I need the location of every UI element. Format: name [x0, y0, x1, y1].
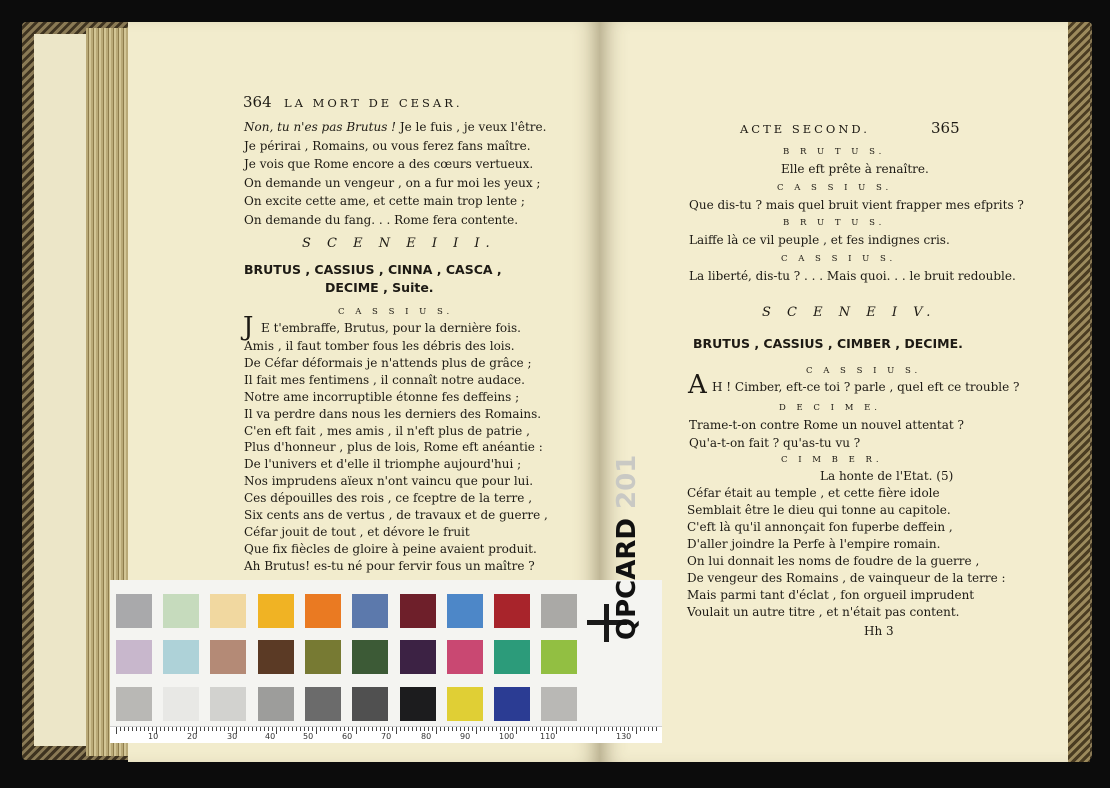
- ruler-tick: [416, 727, 417, 731]
- ruler-tick: [596, 727, 597, 734]
- ruler-tick: [572, 727, 573, 731]
- ruler-tick: [240, 727, 241, 731]
- ruler-label: 50: [303, 732, 314, 741]
- opening-lines: [244, 118, 546, 229]
- ruler-tick: [248, 727, 249, 731]
- cimber-line-4: D'aller joindre la Perfe à l'empire romain.: [687, 537, 941, 551]
- ruler-tick: [272, 727, 273, 731]
- ruler-label: 130: [616, 732, 632, 741]
- ruler-tick: [360, 727, 361, 731]
- ruler-tick: [624, 727, 625, 731]
- ruler-tick: [404, 727, 405, 731]
- cast-right: BRUTUS , CASSIUS , CIMBER , DECIME.: [693, 336, 963, 351]
- ruler-tick: [656, 727, 657, 731]
- left-running-head: LA MORT DE CESAR.: [284, 96, 463, 110]
- ruler-tick: [528, 727, 529, 731]
- ruler-tick: [516, 727, 517, 734]
- cimber-line-2: Semblait être le dieu qui tonne au capitole.: [687, 503, 951, 517]
- ruler-tick: [296, 727, 297, 731]
- ruler-tick: [640, 727, 641, 731]
- ruler-tick: [520, 727, 521, 731]
- verse-line-5: On excite cette ame, et cette main trop lente ;: [244, 194, 525, 208]
- ruler-tick: [584, 727, 585, 731]
- ruler-tick: [452, 727, 453, 731]
- ruler-tick: [316, 727, 317, 734]
- color-calibration-card: [110, 580, 662, 740]
- ruler-tick: [260, 727, 261, 731]
- speaker-cimber: C I M B E R.: [781, 455, 883, 465]
- color-patch: [494, 640, 530, 674]
- endpaper: [34, 34, 90, 746]
- color-patch: [210, 640, 246, 674]
- ruler-tick: [568, 727, 569, 731]
- color-patch: [163, 640, 199, 674]
- ruler-tick: [332, 727, 333, 731]
- ruler-tick: [280, 727, 281, 731]
- color-patch: [210, 687, 246, 721]
- color-patch: [305, 640, 341, 674]
- ruler-label: 30: [227, 732, 238, 741]
- speech-first-line-left: E t'embraffe, Brutus, pour la dernière fois.: [261, 321, 521, 335]
- color-patch: [541, 594, 577, 628]
- cimber-line-8: Voulait un autre titre , et n'était pas content.: [687, 605, 960, 619]
- ruler-tick: [220, 727, 221, 731]
- ruler-tick: [608, 727, 609, 731]
- ruler-tick: [132, 727, 133, 731]
- ruler-tick: [392, 727, 393, 731]
- speech-line-12: Céfar jouit de tout , et dévore le fruit: [244, 524, 470, 539]
- ruler-tick: [152, 727, 153, 731]
- ruler-tick: [144, 727, 145, 731]
- speaker-brutus-2: B R U T U S.: [783, 218, 886, 228]
- speaker-cassius-1: C A S S I U S.: [777, 183, 893, 193]
- ruler-tick: [492, 727, 493, 731]
- right-page-number: 365: [931, 119, 960, 137]
- color-patch: [258, 594, 294, 628]
- cover-edge-right: [1068, 22, 1090, 762]
- color-patch: [447, 687, 483, 721]
- dialogue-line-4: La liberté, dis-tu ? . . . Mais quoi. . . le bruit redouble.: [689, 269, 1016, 283]
- ruler-tick: [592, 727, 593, 731]
- cimber-first-line: La honte de l'Etat. (5): [820, 469, 954, 483]
- ruler-tick: [552, 727, 553, 731]
- ruler-tick: [424, 727, 425, 731]
- ruler-tick: [440, 727, 441, 731]
- speech-line-5: Il va perdre dans nous les derniers des Romains.: [244, 406, 542, 421]
- speech-line-9: Nos imprudens aïeux n'ont vaincu que pour lui.: [244, 474, 534, 489]
- ruler-tick: [356, 727, 357, 734]
- ruler-tick: [372, 727, 373, 731]
- dialogue-line-2: Que dis-tu ? mais quel bruit vient frapper mes efprits ?: [689, 198, 1024, 212]
- color-patch: [400, 640, 436, 674]
- ruler-tick: [128, 727, 129, 731]
- color-patch: [258, 640, 294, 674]
- ruler-tick: [292, 727, 293, 731]
- decime-lines: [689, 416, 964, 452]
- measurement-ruler: [110, 726, 662, 743]
- verse-line-2: Je périrai , Romains, ou vous ferez fans maître.: [244, 138, 531, 153]
- ruler-tick: [172, 727, 173, 731]
- ruler-tick: [176, 727, 177, 731]
- ruler-tick: [216, 727, 217, 731]
- decime-line-2: Qu'a-t-on fait ? qu'as-tu vu ?: [689, 436, 861, 450]
- ruler-label: 100: [499, 732, 515, 741]
- ruler-tick: [612, 727, 613, 731]
- ruler-tick: [376, 727, 377, 731]
- color-patch: [163, 594, 199, 628]
- color-patch: [400, 594, 436, 628]
- color-patch: [305, 687, 341, 721]
- ruler-label: 40: [265, 732, 276, 741]
- ruler-tick: [648, 727, 649, 731]
- color-patch: [447, 640, 483, 674]
- speaker-cassius-2: C A S S I U S.: [781, 254, 897, 264]
- ruler-tick: [184, 727, 185, 731]
- left-page-number: 364: [243, 93, 272, 111]
- color-patch: [352, 687, 388, 721]
- ruler-tick: [364, 727, 365, 731]
- ruler-label: 90: [460, 732, 471, 741]
- ruler-tick: [560, 727, 561, 731]
- ruler-tick: [352, 727, 353, 731]
- ruler-tick: [204, 727, 205, 731]
- signature-mark: Hh 3: [864, 624, 894, 638]
- ruler-tick: [428, 727, 429, 731]
- color-patch: [305, 594, 341, 628]
- ruler-tick: [460, 727, 461, 731]
- speaker-cassius-3: C A S S I U S.: [806, 366, 922, 376]
- ruler-tick: [616, 727, 617, 731]
- ruler-tick: [400, 727, 401, 731]
- color-patch: [541, 640, 577, 674]
- ruler-tick: [180, 727, 181, 731]
- ruler-tick: [512, 727, 513, 731]
- ruler-tick: [300, 727, 301, 731]
- ruler-label: 70: [381, 732, 392, 741]
- right-running-head: ACTE SECOND.: [740, 122, 870, 136]
- ruler-tick: [252, 727, 253, 731]
- speech-line-14: Ah Brutus! es-tu né pour fervir fous un maître ?: [244, 558, 535, 573]
- ruler-tick: [244, 727, 245, 731]
- ruler-label: 10: [148, 732, 159, 741]
- ruler-tick: [320, 727, 321, 731]
- color-patch: [352, 640, 388, 674]
- color-patch: [116, 640, 152, 674]
- ruler-tick: [164, 727, 165, 731]
- ruler-tick: [484, 727, 485, 731]
- speech-line-13: Que fix fiècles de gloire à peine avaient produit.: [244, 541, 537, 556]
- speech-line-10: Ces dépouilles des rois , ce fceptre de la terre ,: [244, 491, 533, 506]
- speaker-cassius-left: C A S S I U S.: [338, 307, 454, 317]
- ruler-tick: [576, 727, 577, 731]
- ruler-tick: [120, 727, 121, 731]
- cimber-line-3: C'eft là qu'il annonçait fon fuperbe deffein ,: [687, 520, 953, 534]
- ruler-tick: [644, 727, 645, 731]
- color-patch: [352, 594, 388, 628]
- color-patch: [258, 687, 294, 721]
- ruler-tick: [472, 727, 473, 731]
- speech-first-line-right: H ! Cimber, eft-ce toi ? parle , quel eft ce trouble ?: [712, 380, 1020, 394]
- ruler-tick: [160, 727, 161, 731]
- ruler-tick: [628, 727, 629, 731]
- dialogue-line-3: Laiffe là ce vil peuple , et fes indignes cris.: [689, 233, 950, 247]
- ruler-tick: [488, 727, 489, 731]
- ruler-tick: [388, 727, 389, 731]
- ruler-tick: [276, 727, 277, 734]
- ruler-tick: [536, 727, 537, 731]
- ruler-tick: [312, 727, 313, 731]
- cimber-lines: [687, 485, 1006, 621]
- ruler-tick: [636, 727, 637, 734]
- ruler-tick: [328, 727, 329, 731]
- decime-line-1: Trame-t-on contre Rome un nouvel attentat ?: [689, 418, 964, 432]
- ruler-label: 20: [187, 732, 198, 741]
- ruler-tick: [384, 727, 385, 731]
- cimber-line-7: Mais parmi tant d'éclat , fon orgueil imprudent: [687, 588, 975, 602]
- ruler-tick: [500, 727, 501, 731]
- speaker-decime: D E C I M E.: [779, 403, 882, 413]
- italic-phrase: Non, tu n'es pas Brutus !: [244, 120, 396, 134]
- ruler-tick: [232, 727, 233, 731]
- ruler-label: 80: [421, 732, 432, 741]
- scene-title-left: S C E N E I I I.: [302, 236, 496, 251]
- color-patch: [400, 687, 436, 721]
- ruler-tick: [288, 727, 289, 731]
- ruler-tick: [228, 727, 229, 731]
- ruler-tick: [136, 727, 137, 731]
- speech-line-1: Amis , il faut tomber fous les débris des lois.: [244, 339, 515, 353]
- ruler-tick: [340, 727, 341, 731]
- scene-title-right: S C E N E I V.: [762, 305, 937, 320]
- ruler-tick: [444, 727, 445, 731]
- ruler-tick: [336, 727, 337, 731]
- cimber-line-5: On lui donnait les noms de foudre de la guerre ,: [687, 554, 980, 568]
- ruler-label: 60: [342, 732, 353, 741]
- ruler-tick: [544, 727, 545, 731]
- verse-line-4: On demande un vengeur , on a fur moi les yeux ;: [244, 175, 541, 190]
- ruler-tick: [588, 727, 589, 731]
- ruler-tick: [256, 727, 257, 731]
- ruler-tick: [192, 727, 193, 731]
- verse-line-6: On demande du fang. . . Rome fera contente.: [244, 212, 519, 227]
- verse-line-1: Non, tu n'es pas Brutus ! Je le fuis , je veux l'être.: [244, 120, 547, 134]
- ruler-tick: [564, 727, 565, 731]
- ruler-tick: [436, 727, 437, 734]
- speech-line-3: Il fait mes fentimens , il connaît notre audace.: [244, 372, 525, 387]
- card-model: 201: [612, 454, 642, 509]
- ruler-tick: [432, 727, 433, 731]
- ruler-tick: [604, 727, 605, 731]
- ruler-tick: [412, 727, 413, 731]
- ruler-tick: [268, 727, 269, 731]
- ruler-tick: [632, 727, 633, 731]
- ruler-tick: [532, 727, 533, 731]
- color-patch: [210, 594, 246, 628]
- ruler-tick: [304, 727, 305, 731]
- speech-line-8: De l'univers et d'elle il triomphe aujourd'hui ;: [244, 457, 522, 472]
- ruler-tick: [540, 727, 541, 731]
- color-patch: [116, 687, 152, 721]
- color-patch: [447, 594, 483, 628]
- ruler-tick: [396, 727, 397, 734]
- ruler-tick: [324, 727, 325, 731]
- ruler-tick: [548, 727, 549, 731]
- ruler-tick: [284, 727, 285, 731]
- ruler-label: 110: [540, 732, 556, 741]
- speech-lines-left: [244, 338, 548, 575]
- ruler-tick: [456, 727, 457, 731]
- ruler-tick: [476, 727, 477, 734]
- cimber-line-6: De vengeur des Romains , de vainqueur de la terre :: [687, 571, 1006, 585]
- drop-cap-left: J: [243, 312, 254, 342]
- ruler-tick: [380, 727, 381, 731]
- ruler-tick: [556, 727, 557, 734]
- ruler-tick: [480, 727, 481, 731]
- color-patch: [541, 687, 577, 721]
- ruler-tick: [140, 727, 141, 731]
- speech-line-6: C'en eft fait , mes amis , il n'eft plus de patrie ,: [244, 423, 530, 438]
- verse-line-3: Je vois que Rome encore a des cœurs vertueux.: [244, 157, 534, 171]
- cast-line-2: DECIME , Suite.: [325, 280, 434, 295]
- ruler-tick: [652, 727, 653, 731]
- drop-cap-right: A: [688, 370, 707, 400]
- card-brand: QPCARD: [612, 518, 642, 640]
- card-brand-label: [612, 455, 642, 640]
- ruler-tick: [348, 727, 349, 731]
- ruler-tick: [148, 727, 149, 731]
- dialogue-line-1: Elle eft prête à renaître.: [781, 162, 929, 176]
- ruler-tick: [200, 727, 201, 731]
- color-patch: [116, 594, 152, 628]
- ruler-tick: [620, 727, 621, 731]
- ruler-tick: [212, 727, 213, 731]
- ruler-tick: [188, 727, 189, 731]
- ruler-tick: [124, 727, 125, 731]
- ruler-tick: [524, 727, 525, 731]
- ruler-tick: [504, 727, 505, 731]
- ruler-tick: [308, 727, 309, 731]
- speech-line-7: Plus d'honneur , plus de lois, Rome eft anéantie :: [244, 440, 543, 455]
- ruler-tick: [344, 727, 345, 731]
- ruler-tick: [116, 727, 117, 734]
- ruler-tick: [408, 727, 409, 731]
- ruler-tick: [600, 727, 601, 731]
- ruler-tick: [448, 727, 449, 731]
- speech-line-2: De Céfar déformais je n'attends plus de grâce ;: [244, 355, 532, 370]
- speech-line-11: Six cents ans de vertus , de travaux et de guerre ,: [244, 508, 548, 523]
- ruler-tick: [468, 727, 469, 731]
- cimber-line-1: Céfar était au temple , et cette fière idole: [687, 486, 940, 500]
- color-patch: [163, 687, 199, 721]
- ruler-tick: [368, 727, 369, 731]
- ruler-tick: [168, 727, 169, 731]
- ruler-tick: [580, 727, 581, 731]
- speaker-brutus-1: B R U T U S.: [783, 147, 886, 157]
- ruler-tick: [508, 727, 509, 731]
- ruler-tick: [420, 727, 421, 731]
- color-patch: [494, 687, 530, 721]
- speech-line-4: Notre ame incorruptible étonne fes deffeins ;: [244, 389, 520, 404]
- ruler-tick: [264, 727, 265, 731]
- ruler-tick: [496, 727, 497, 731]
- ruler-tick: [208, 727, 209, 731]
- cast-line-1: BRUTUS , CASSIUS , CINNA , CASCA ,: [244, 262, 502, 277]
- color-patch: [494, 594, 530, 628]
- ruler-tick: [224, 727, 225, 731]
- ruler-tick: [464, 727, 465, 731]
